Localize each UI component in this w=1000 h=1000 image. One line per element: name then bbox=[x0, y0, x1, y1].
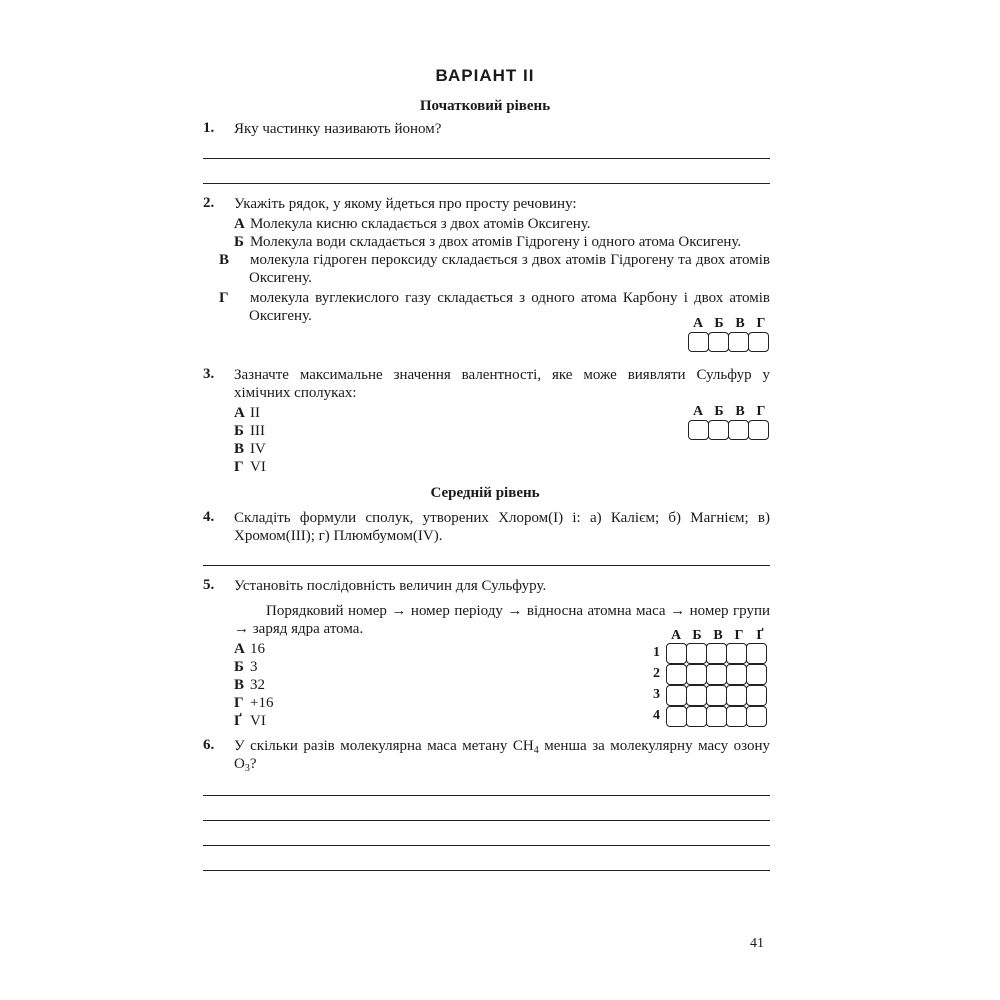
answer-checkbox[interactable] bbox=[728, 332, 749, 352]
option-letter: Г bbox=[234, 695, 244, 711]
answer-checkbox[interactable] bbox=[728, 420, 749, 440]
option-letter: В bbox=[234, 677, 245, 693]
q5-text: Установіть послідовність величин для Сульфуру. bbox=[234, 578, 547, 594]
q2-answer-header bbox=[688, 316, 772, 332]
answer-letter: Г bbox=[756, 404, 766, 419]
level-medium-heading: Середній рівень bbox=[430, 485, 540, 501]
option-letter: Б bbox=[234, 423, 244, 439]
option-text: 16 bbox=[250, 641, 265, 657]
q5-answer-header bbox=[666, 628, 772, 644]
answer-checkbox[interactable] bbox=[706, 706, 727, 727]
option-text: ІІІ bbox=[250, 423, 265, 439]
q6-subscript: 4 bbox=[533, 745, 539, 756]
page-number: 41 bbox=[750, 936, 764, 951]
answer-checkbox[interactable] bbox=[686, 643, 707, 664]
option-text: Молекула води складається з двох атомів Гідрогену і одного атома Оксигену. bbox=[250, 234, 742, 250]
answer-line[interactable] bbox=[203, 565, 770, 566]
answer-letter: В bbox=[713, 628, 723, 643]
option-letter: А bbox=[234, 216, 245, 232]
q4-text: Складіть формули сполук, утворених Хлором(І) і: а) Калієм; б) Магнієм; в) Хромом(ІІІ); г) Плюмбумом(IV). bbox=[234, 510, 770, 544]
q6-number: 6. bbox=[203, 737, 215, 753]
option-text: молекула гідроген пероксиду складається з двох атомів Гідрогену та двох атомів Оксигену. bbox=[249, 252, 770, 286]
answer-checkbox[interactable] bbox=[706, 664, 727, 685]
q1-number: 1. bbox=[203, 120, 215, 136]
q6-subscript: 3 bbox=[244, 763, 250, 774]
answer-checkbox[interactable] bbox=[688, 420, 709, 440]
answer-line[interactable] bbox=[203, 820, 770, 821]
answer-checkbox[interactable] bbox=[686, 664, 707, 685]
answer-checkbox[interactable] bbox=[708, 332, 729, 352]
answer-letter: В bbox=[735, 404, 745, 419]
answer-checkbox[interactable] bbox=[726, 643, 747, 664]
answer-letter: Б bbox=[714, 404, 724, 419]
answer-letter: А bbox=[692, 316, 704, 331]
answer-line[interactable] bbox=[203, 870, 770, 871]
option-text: Молекула кисню складається з двох атомів Оксигену. bbox=[250, 216, 591, 232]
level-initial-heading: Початковий рівень bbox=[419, 98, 551, 114]
option-text: +16 bbox=[250, 695, 274, 711]
answer-checkbox[interactable] bbox=[748, 332, 769, 352]
q2-option bbox=[219, 251, 770, 287]
answer-checkbox[interactable] bbox=[746, 664, 767, 685]
option-text: VI bbox=[250, 459, 266, 475]
row-label: 2 bbox=[653, 666, 660, 681]
answer-letter: Г bbox=[734, 628, 744, 643]
q5-number: 5. bbox=[203, 577, 215, 593]
answer-checkbox[interactable] bbox=[686, 685, 707, 706]
option-letter: Г bbox=[219, 290, 229, 306]
q3-option bbox=[234, 458, 770, 476]
answer-checkbox[interactable] bbox=[746, 643, 767, 664]
answer-checkbox[interactable] bbox=[746, 685, 767, 706]
answer-letter: Г bbox=[756, 316, 766, 331]
answer-checkbox[interactable] bbox=[708, 420, 729, 440]
q1-text: Яку частинку називають йоном? bbox=[234, 121, 442, 137]
q3-option bbox=[234, 440, 770, 458]
option-letter: В bbox=[234, 441, 245, 457]
q3-answer-header bbox=[688, 404, 772, 420]
q2-number: 2. bbox=[203, 195, 215, 211]
q2-answer-grid bbox=[688, 332, 772, 352]
answer-letter: Б bbox=[714, 316, 724, 331]
row-label: 3 bbox=[653, 687, 660, 702]
row-label: 1 bbox=[653, 645, 660, 660]
answer-checkbox[interactable] bbox=[726, 664, 747, 685]
q2-option bbox=[234, 233, 770, 251]
q3-text: Зазначте максимальне значення валентності, яке може виявляти Сульфур у хімічних сполуках: bbox=[234, 367, 770, 401]
option-letter: А bbox=[234, 641, 245, 657]
answer-line[interactable] bbox=[203, 845, 770, 846]
row-label: 4 bbox=[653, 708, 660, 723]
answer-checkbox[interactable] bbox=[666, 643, 687, 664]
answer-checkbox[interactable] bbox=[688, 332, 709, 352]
option-letter: В bbox=[219, 252, 230, 268]
answer-checkbox[interactable] bbox=[666, 685, 687, 706]
option-letter: Ґ bbox=[234, 713, 242, 729]
option-text: IV bbox=[250, 441, 266, 457]
q6-text-part: У скільки разів молекулярна маса метану CH bbox=[234, 738, 534, 754]
option-letter: Б bbox=[234, 234, 244, 250]
answer-checkbox[interactable] bbox=[726, 685, 747, 706]
answer-checkbox[interactable] bbox=[748, 420, 769, 440]
answer-checkbox[interactable] bbox=[666, 664, 687, 685]
q4-number: 4. bbox=[203, 509, 215, 525]
option-text: 3 bbox=[250, 659, 258, 675]
option-text: ІІ bbox=[250, 405, 260, 421]
page-title: ВАРІАНТ ІІ bbox=[435, 66, 535, 85]
answer-letter: В bbox=[735, 316, 745, 331]
answer-checkbox[interactable] bbox=[706, 685, 727, 706]
option-text: 32 bbox=[250, 677, 265, 693]
q2-option bbox=[234, 215, 770, 233]
answer-checkbox[interactable] bbox=[706, 643, 727, 664]
option-letter: Б bbox=[234, 659, 244, 675]
q5-answer-grid bbox=[650, 643, 772, 727]
q5-sequence: Порядковий номер → номер періоду → відносна атомна маса → номер групи → заряд ядра атома. bbox=[234, 603, 770, 637]
q3-answer-grid bbox=[688, 420, 772, 440]
option-letter: Г bbox=[234, 459, 244, 475]
answer-checkbox[interactable] bbox=[686, 706, 707, 727]
answer-letter: А bbox=[692, 404, 704, 419]
q3-number: 3. bbox=[203, 366, 215, 382]
answer-line[interactable] bbox=[203, 795, 770, 796]
q6-text-part: менша за молекулярну масу озону O bbox=[234, 738, 770, 772]
option-text: VI bbox=[250, 713, 266, 729]
answer-checkbox[interactable] bbox=[746, 706, 767, 727]
answer-letter: Б bbox=[692, 628, 702, 643]
answer-letter: А bbox=[670, 628, 682, 643]
answer-line[interactable] bbox=[203, 158, 770, 159]
q6-text-part: ? bbox=[249, 756, 257, 772]
q6-text bbox=[234, 737, 770, 773]
answer-line[interactable] bbox=[203, 183, 770, 184]
answer-letter: Ґ bbox=[756, 628, 764, 643]
answer-checkbox[interactable] bbox=[726, 706, 747, 727]
q2-text: Укажіть рядок, у якому йдеться про просту речовину: bbox=[234, 196, 577, 212]
option-text: молекула вуглекислого газу складається з одного атома Карбону і двох атомів Оксигену. bbox=[249, 290, 770, 324]
answer-checkbox[interactable] bbox=[666, 706, 687, 727]
option-letter: А bbox=[234, 405, 245, 421]
